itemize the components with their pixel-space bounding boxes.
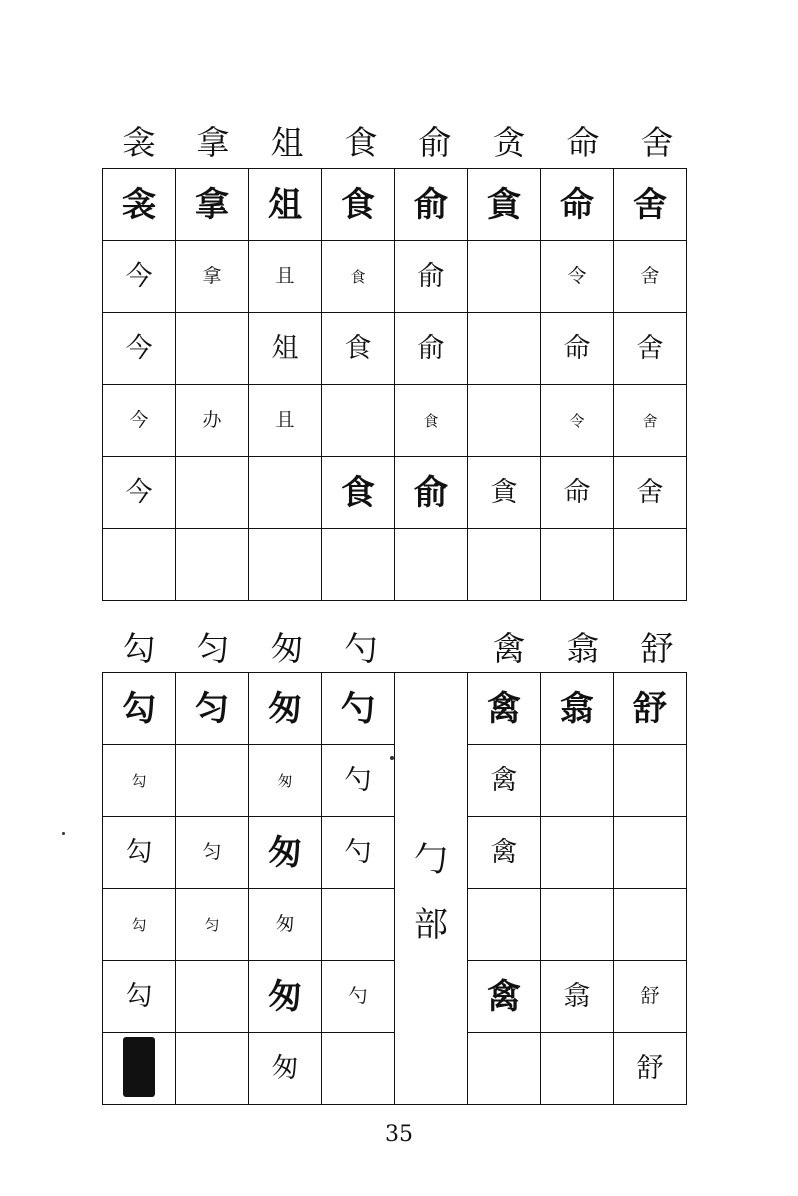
glyph-cell bbox=[322, 817, 395, 889]
glyph-cell bbox=[468, 529, 541, 601]
glyph-cell bbox=[614, 673, 687, 745]
glyph-cell bbox=[468, 817, 541, 889]
script-glyph: 命 bbox=[563, 333, 591, 364]
glyph-cell bbox=[176, 529, 249, 601]
glyph-cell bbox=[614, 529, 687, 601]
top-header-char: 舍 bbox=[640, 122, 674, 162]
top-header-char: 衾 bbox=[122, 122, 156, 162]
glyph-cell bbox=[249, 385, 322, 457]
glyph-cell bbox=[614, 1033, 687, 1105]
bottom-header-char: 禽 bbox=[492, 628, 526, 668]
script-glyph: 令 bbox=[567, 265, 587, 287]
glyph-cell bbox=[103, 169, 176, 241]
glyph-cell bbox=[468, 673, 541, 745]
script-glyph: 勺 bbox=[341, 688, 375, 729]
script-glyph: 舍 bbox=[633, 184, 667, 225]
script-glyph: 食 bbox=[341, 472, 375, 513]
glyph-cell bbox=[103, 889, 176, 961]
glyph-cell bbox=[614, 385, 687, 457]
glyph-cell bbox=[249, 745, 322, 817]
glyph-cell bbox=[395, 241, 468, 313]
table-row bbox=[103, 169, 687, 241]
glyph-cell bbox=[541, 385, 614, 457]
script-glyph: 匆 bbox=[268, 688, 302, 729]
script-glyph: 舍 bbox=[636, 477, 664, 508]
script-glyph: 食 bbox=[423, 412, 439, 430]
glyph-cell bbox=[541, 313, 614, 385]
script-glyph: 匆 bbox=[277, 772, 293, 790]
script-glyph: 食 bbox=[344, 333, 372, 364]
bottom-header-char: 勾 bbox=[122, 628, 156, 668]
glyph-cell bbox=[541, 529, 614, 601]
bottom-header-char: 匆 bbox=[270, 628, 304, 668]
glyph-cell bbox=[395, 457, 468, 529]
glyph-cell bbox=[103, 529, 176, 601]
glyph-cell bbox=[395, 385, 468, 457]
script-glyph: 禽 bbox=[487, 688, 521, 729]
glyph-cell bbox=[322, 889, 395, 961]
script-glyph: 貪 bbox=[490, 477, 518, 508]
glyph-cell bbox=[176, 1033, 249, 1105]
glyph-cell bbox=[249, 961, 322, 1033]
script-glyph: 匀 bbox=[202, 841, 222, 863]
glyph-cell bbox=[541, 745, 614, 817]
glyph-cell bbox=[103, 745, 176, 817]
glyph-cell bbox=[614, 457, 687, 529]
glyph-cell bbox=[322, 1033, 395, 1105]
script-glyph: 衾 bbox=[122, 184, 156, 225]
glyph-cell bbox=[614, 961, 687, 1033]
glyph-cell bbox=[103, 241, 176, 313]
glyph-cell bbox=[468, 745, 541, 817]
glyph-cell bbox=[249, 313, 322, 385]
glyph-cell bbox=[176, 961, 249, 1033]
glyph-cell bbox=[468, 313, 541, 385]
top-glyph-table bbox=[102, 168, 687, 601]
script-glyph: 勺 bbox=[344, 837, 372, 868]
glyph-cell bbox=[322, 961, 395, 1033]
script-glyph: 且 bbox=[275, 409, 295, 431]
glyph-cell bbox=[249, 817, 322, 889]
script-glyph: 俞 bbox=[414, 472, 448, 513]
radical-label bbox=[395, 832, 467, 946]
glyph-cell bbox=[395, 313, 468, 385]
glyph-cell bbox=[249, 673, 322, 745]
glyph-cell bbox=[322, 457, 395, 529]
script-glyph: 俎 bbox=[268, 184, 302, 225]
script-glyph: 俞 bbox=[417, 261, 445, 292]
glyph-cell bbox=[249, 457, 322, 529]
script-glyph: 翕 bbox=[563, 981, 591, 1012]
bottom-header-char: 匀 bbox=[196, 628, 230, 668]
script-glyph: 今 bbox=[129, 409, 149, 431]
glyph-cell bbox=[614, 817, 687, 889]
glyph-cell bbox=[468, 169, 541, 241]
script-glyph: 舒 bbox=[633, 688, 667, 729]
top-header-row bbox=[102, 116, 694, 168]
script-glyph: 貪 bbox=[487, 184, 521, 225]
glyph-cell bbox=[103, 385, 176, 457]
glyph-cell bbox=[103, 457, 176, 529]
script-glyph: 食 bbox=[341, 184, 375, 225]
script-glyph: 匆 bbox=[271, 1053, 299, 1084]
radical-section-cell bbox=[395, 673, 468, 1105]
glyph-cell bbox=[322, 745, 395, 817]
glyph-cell bbox=[322, 673, 395, 745]
glyph-cell bbox=[614, 241, 687, 313]
script-glyph: 俞 bbox=[414, 184, 448, 225]
glyph-cell bbox=[176, 169, 249, 241]
script-glyph: 舍 bbox=[642, 412, 658, 430]
glyph-cell bbox=[468, 961, 541, 1033]
glyph-cell bbox=[322, 241, 395, 313]
page-number: 35 bbox=[385, 1122, 413, 1147]
glyph-cell bbox=[176, 817, 249, 889]
script-glyph: 且 bbox=[275, 265, 295, 287]
glyph-cell bbox=[322, 529, 395, 601]
script-glyph: 匀 bbox=[195, 688, 229, 729]
glyph-cell bbox=[614, 889, 687, 961]
glyph-cell bbox=[541, 1033, 614, 1105]
script-glyph: 匆 bbox=[268, 832, 302, 873]
speck-mark bbox=[390, 756, 394, 760]
script-glyph: 勾 bbox=[122, 688, 156, 729]
script-glyph: 匆 bbox=[268, 976, 302, 1017]
script-glyph: 俎 bbox=[271, 333, 299, 364]
script-glyph: 食 bbox=[350, 268, 366, 286]
script-glyph: 勾 bbox=[131, 772, 147, 790]
glyph-cell bbox=[176, 241, 249, 313]
script-glyph: 今 bbox=[125, 333, 153, 364]
glyph-cell bbox=[103, 817, 176, 889]
glyph-cell bbox=[614, 745, 687, 817]
glyph-cell bbox=[322, 169, 395, 241]
script-glyph: 今 bbox=[125, 261, 153, 292]
glyph-cell bbox=[322, 385, 395, 457]
glyph-cell bbox=[103, 673, 176, 745]
glyph-cell bbox=[468, 1033, 541, 1105]
table-row bbox=[103, 529, 687, 601]
script-glyph: 舒 bbox=[636, 1053, 664, 1084]
glyph-cell bbox=[249, 241, 322, 313]
radical-label-char: 部 bbox=[414, 904, 448, 945]
bottom-glyph-table bbox=[102, 672, 687, 1105]
script-glyph: 勺 bbox=[348, 985, 368, 1007]
script-glyph: 勺 bbox=[344, 765, 372, 796]
glyph-cell bbox=[541, 457, 614, 529]
glyph-cell bbox=[249, 529, 322, 601]
bottom-header-char bbox=[398, 622, 472, 674]
script-glyph: 拿 bbox=[202, 265, 222, 287]
script-glyph: 令 bbox=[569, 412, 585, 430]
glyph-cell bbox=[322, 313, 395, 385]
script-glyph: 勾 bbox=[125, 837, 153, 868]
script-glyph: 命 bbox=[560, 184, 594, 225]
glyph-cell bbox=[541, 961, 614, 1033]
glyph-cell bbox=[468, 385, 541, 457]
script-glyph: 匆 bbox=[275, 913, 295, 935]
bottom-header-char: 翕 bbox=[566, 628, 600, 668]
glyph-cell bbox=[541, 673, 614, 745]
script-glyph: 舍 bbox=[640, 265, 660, 287]
table-row bbox=[103, 241, 687, 313]
top-header-char: 俞 bbox=[418, 122, 452, 162]
script-glyph: 勾 bbox=[131, 916, 147, 934]
radical-label-char: 勹 bbox=[414, 839, 448, 880]
glyph-cell bbox=[103, 313, 176, 385]
seal-ink-block bbox=[123, 1037, 155, 1097]
glyph-cell bbox=[468, 457, 541, 529]
glyph-cell bbox=[249, 889, 322, 961]
top-header-char: 拿 bbox=[196, 122, 230, 162]
glyph-cell bbox=[541, 169, 614, 241]
glyph-cell bbox=[176, 385, 249, 457]
bottom-header-char: 勺 bbox=[344, 628, 378, 668]
glyph-cell bbox=[103, 1033, 176, 1105]
script-glyph: 舍 bbox=[636, 333, 664, 364]
glyph-cell bbox=[395, 529, 468, 601]
glyph-cell bbox=[395, 169, 468, 241]
script-glyph: 舒 bbox=[640, 985, 660, 1007]
top-header-char: 贪 bbox=[492, 122, 526, 162]
speck-mark bbox=[62, 832, 65, 835]
script-glyph: 俞 bbox=[417, 333, 445, 364]
glyph-cell bbox=[614, 313, 687, 385]
bottom-header-row bbox=[102, 622, 694, 674]
script-glyph: 禽 bbox=[487, 976, 521, 1017]
script-glyph: 今 bbox=[125, 477, 153, 508]
glyph-cell bbox=[541, 241, 614, 313]
glyph-cell bbox=[176, 457, 249, 529]
glyph-cell bbox=[176, 313, 249, 385]
script-glyph: 禽 bbox=[490, 837, 518, 868]
glyph-cell bbox=[176, 673, 249, 745]
script-glyph: 拿 bbox=[195, 184, 229, 225]
top-header-char: 食 bbox=[344, 122, 378, 162]
script-glyph: 命 bbox=[563, 477, 591, 508]
script-glyph: 办 bbox=[202, 409, 222, 431]
glyph-cell bbox=[468, 241, 541, 313]
glyph-cell bbox=[249, 1033, 322, 1105]
top-header-char: 俎 bbox=[270, 122, 304, 162]
top-header-char: 命 bbox=[566, 122, 600, 162]
script-glyph: 勾 bbox=[125, 981, 153, 1012]
bottom-header-char: 舒 bbox=[640, 628, 674, 668]
glyph-cell bbox=[541, 889, 614, 961]
glyph-cell bbox=[468, 889, 541, 961]
script-glyph: 翕 bbox=[560, 688, 594, 729]
glyph-cell bbox=[541, 817, 614, 889]
script-glyph: 匀 bbox=[204, 916, 220, 934]
table-row bbox=[103, 457, 687, 529]
script-glyph: 禽 bbox=[490, 765, 518, 796]
glyph-cell bbox=[176, 745, 249, 817]
table-row bbox=[103, 673, 687, 745]
table-row bbox=[103, 313, 687, 385]
table-row bbox=[103, 385, 687, 457]
glyph-cell bbox=[103, 961, 176, 1033]
glyph-cell bbox=[176, 889, 249, 961]
glyph-cell bbox=[614, 169, 687, 241]
glyph-cell bbox=[249, 169, 322, 241]
